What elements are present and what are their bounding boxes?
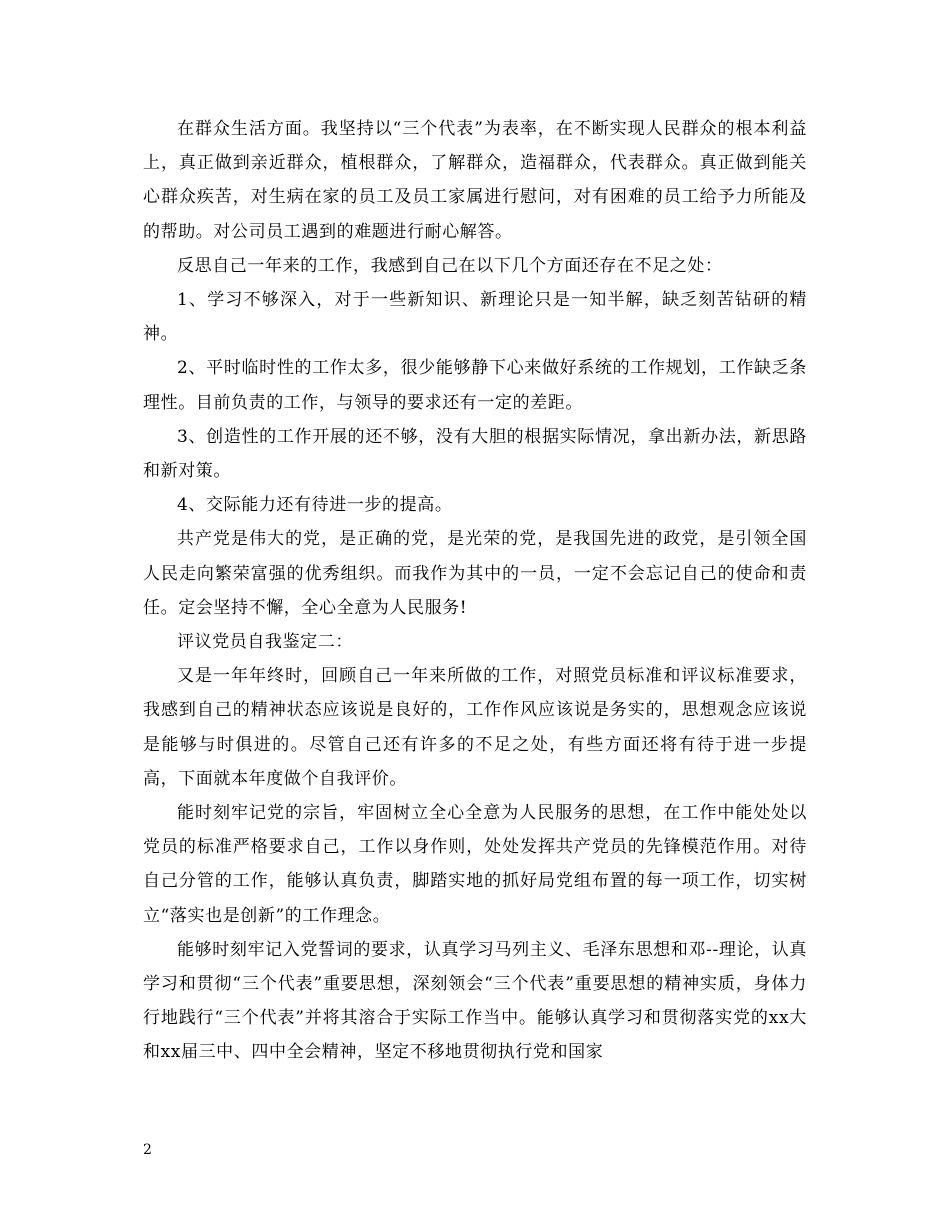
paragraph-1: 在群众生活方面。我坚持以“三个代表”为表率，在不断实现人民群众的根本利益上，真正做到亲近群众，植根群众，了解群众，造福群众，代表群众。真正做到能关心群众疾苦，对生病在家的员工及员工家属进行慰问，对有困难的员工给予力所能及的帮助。对公司员工遇到的难题进行耐心解答。 <box>143 119 807 242</box>
paragraph-11: 能够时刻牢记入党誓词的要求，认真学习马列主义、毛泽东思想和邓--理论，认真学习和贯彻“三个代表”重要思想，深刻领会“三个代表”重要思想的精神实质，身体力行地践行“三个代表”并将其溶合于实际工作当中。能够认真学习和贯彻落实党的xx大和xx届三中、四中全会精神，坚定不移地贯彻执行党和国家 <box>143 939 807 1063</box>
page-number: 2 <box>143 1142 152 1158</box>
paragraph-6: 4、交际能力还有待进一步的提高。 <box>177 495 453 516</box>
paragraph-2: 反思自己一年来的工作，我感到自己在以下几个方面还存在不足之处： <box>177 255 723 276</box>
paragraph-5: 3、创造性的工作开展的还不够，没有大胆的根据实际情况，拿出新办法，新思路和新对策。 <box>143 426 807 482</box>
paragraph-4: 2、平时临时性的工作太多，很少能够静下心来做好系统的工作规划，工作缺乏条理性。目前负责的工作，与领导的要求还有一定的差距。 <box>143 358 807 413</box>
section-heading: 评议党员自我鉴定二： <box>177 632 353 653</box>
body-text <box>143 112 807 1070</box>
paragraph-10: 能时刻牢记党的宗旨，牢固树立全心全意为人民服务的思想，在工作中能处处以党员的标准严格要求自己，工作以身作则，处处发挥共产党员的先锋模范作用。对待自己分管的工作，能够认真负责，脚踏实地的抓好局党组布置的每一项工作，切实树立“落实也是创新”的工作理念。 <box>143 803 807 926</box>
paragraph-3: 1、学习不够深入，对于一些新知识、新理论只是一知半解，缺乏刻苦钻研的精神。 <box>143 290 807 345</box>
paragraph-7: 共产党是伟大的党，是正确的党，是光荣的党，是我国先进的政党，是引领全国人民走向繁荣富强的优秀组织。而我作为其中的一员，一定不会忘记自己的使命和责任。定会坚持不懈，全心全意为人民服务! <box>143 529 807 618</box>
paragraph-9: 又是一年年终时，回顾自己一年来所做的工作，对照党员标准和评议标准要求，我感到自己的精神状态应该说是良好的，工作作风应该说是务实的，思想观念应该说是能够与时俱进的。尽管自己还有许多的不足之处，有些方面还将有待于进一步提高，下面就本年度做个自我评价。 <box>143 666 807 789</box>
